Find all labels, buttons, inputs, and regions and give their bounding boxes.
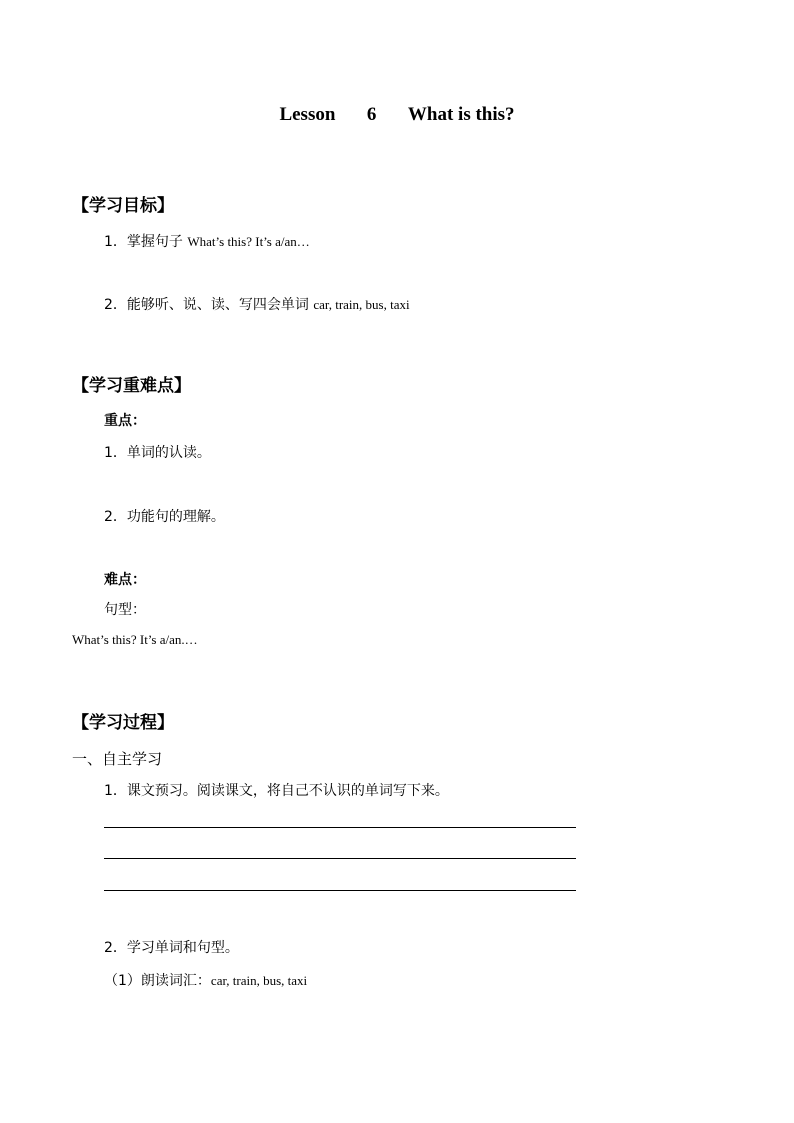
focus-num: 1． [104,445,127,461]
objective-zh: 掌握句子 [126,234,183,250]
key-points-heading: 【学习重难点】 [72,376,191,396]
objective-en: car, train, bus, taxi [313,297,410,312]
step-num: 2． [104,940,127,956]
step-text: 课文预习。阅读课文，将自己不认识的单词写下来。 [126,783,449,799]
step-sub-en: car, train, bus, taxi [210,973,308,988]
objectives-heading: 【学习目标】 [72,196,174,216]
step-2 [104,937,239,957]
objective-item-2 [104,294,410,314]
objective-item-1 [104,231,310,251]
answer-line-1[interactable] [104,827,576,828]
answer-line-3[interactable] [104,890,576,891]
focus-label: 重点： [104,413,146,429]
step-2-1 [104,970,307,990]
title-lesson: Lesson [279,104,336,125]
focus-item-2 [104,506,225,526]
page-title [0,104,794,126]
objective-num: 2． [104,297,127,313]
pattern-text: What’s this? It’s a/an.… [72,632,198,647]
step-num: 1． [104,783,127,799]
difficulty-label: 难点： [104,572,146,588]
process-heading: 【学习过程】 [72,713,174,733]
step-sub-zh: 朗读词汇： [140,973,211,989]
focus-num: 2． [104,509,127,525]
pattern-label: 句型： [104,602,146,618]
focus-item-1 [104,442,211,462]
process-sub-heading: 一、自主学习 [72,750,163,768]
step-text: 学习单词和句型。 [126,940,239,956]
answer-line-2[interactable] [104,858,576,859]
title-number: 6 [366,104,377,125]
focus-text: 功能句的理解。 [126,509,225,525]
focus-text: 单词的认读。 [126,445,211,461]
objective-num: 1． [104,234,127,250]
step-1 [104,780,449,800]
title-text: What is this? [407,104,515,125]
objective-zh: 能够听、说、读、写四会单词 [126,297,309,313]
step-sub-num: （1） [104,973,141,989]
objective-en: What’s this? It’s a/an… [187,234,310,249]
